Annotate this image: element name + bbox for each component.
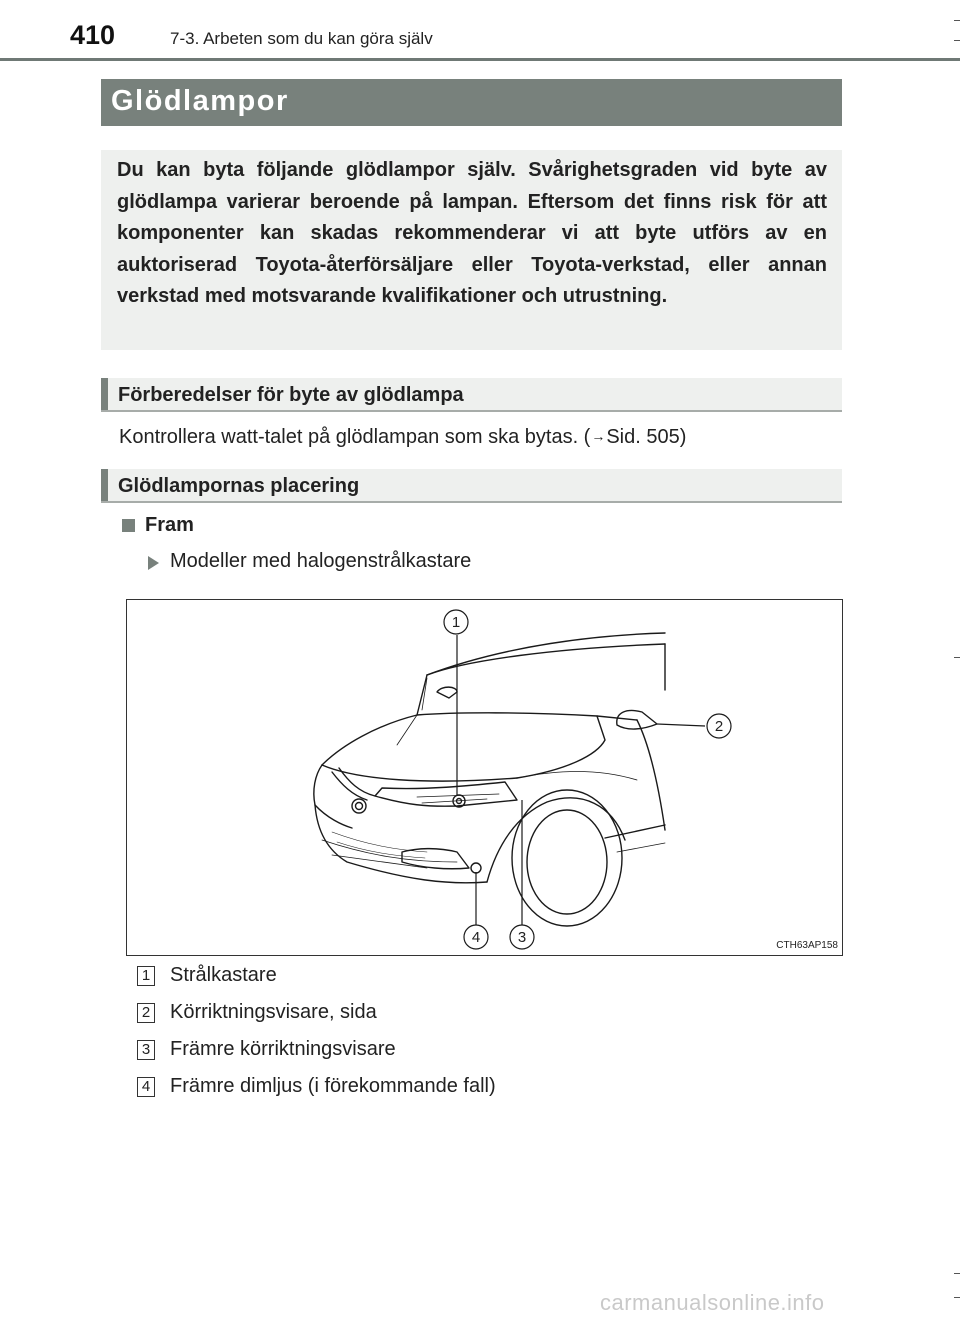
legend-label: Främre körriktningsvisare (170, 1038, 396, 1060)
subheading-label: Glödlampornas placering (118, 475, 360, 497)
page-number: 410 (70, 20, 116, 50)
legend-number: 2 (137, 1003, 155, 1023)
section-title: Glödlampor (111, 85, 289, 117)
preparation-text (119, 426, 686, 449)
edge-tick (954, 1273, 960, 1274)
callout-label: 1 (451, 614, 461, 631)
edge-tick (954, 40, 960, 41)
legend-number: 1 (137, 966, 155, 986)
subheading-bar (101, 469, 108, 501)
legend-label: Främre dimljus (i förekommande fall) (170, 1075, 496, 1097)
subheading-bar (101, 378, 108, 410)
legend-label: Strålkastare (170, 964, 277, 986)
legend-number: 3 (137, 1040, 155, 1060)
edge-tick (954, 1297, 960, 1298)
figure-code: CTH63AP158 (776, 940, 838, 951)
edge-tick (954, 20, 960, 21)
chapter-title: 7-3. Arbeten som du kan göra själv (170, 29, 433, 48)
arrow-ref-icon: → (591, 428, 606, 444)
car-front-illustration (126, 599, 843, 956)
intro-box (101, 150, 842, 350)
subheading-label: Förberedelser för byte av glödlampa (118, 384, 464, 406)
watermark: carmanualsonline.info (600, 1290, 825, 1315)
triangle-bullet-icon (148, 556, 159, 570)
subheading-placement (101, 469, 842, 503)
front-label: Fram (145, 514, 194, 536)
legend-label: Körriktningsvisare, sida (170, 1001, 377, 1023)
square-bullet-icon (122, 519, 135, 532)
subheading-preparation (101, 378, 842, 412)
model-label: Modeller med halogenstrålkastare (170, 550, 472, 572)
section-banner (101, 79, 842, 126)
car-front-drawing (127, 600, 843, 956)
preparation-text-body: Kontrollera watt-talet på glödlampan som ska bytas. ( (119, 426, 591, 448)
edge-tick (954, 657, 960, 658)
callout-label: 4 (471, 929, 481, 946)
page-reference-link[interactable]: Sid. 505) (606, 426, 687, 448)
intro-text: Du kan byta följande glödlampor själv. Svårighetsgraden vid byte av glödlampa varierar beroende på lampan. Eftersom det finns risk för att komponenter kan skadas rekommenderar vi att byte utförs av en auktoriserad Toyota-återförsäljare eller Toyota-verkstad, eller annan verkstad med motsvarande kvalifikationer och utrustning. (117, 159, 827, 307)
callout-label: 3 (517, 929, 527, 946)
header-rule (0, 58, 960, 61)
callout-label: 2 (714, 718, 724, 735)
legend-number: 4 (137, 1077, 155, 1097)
